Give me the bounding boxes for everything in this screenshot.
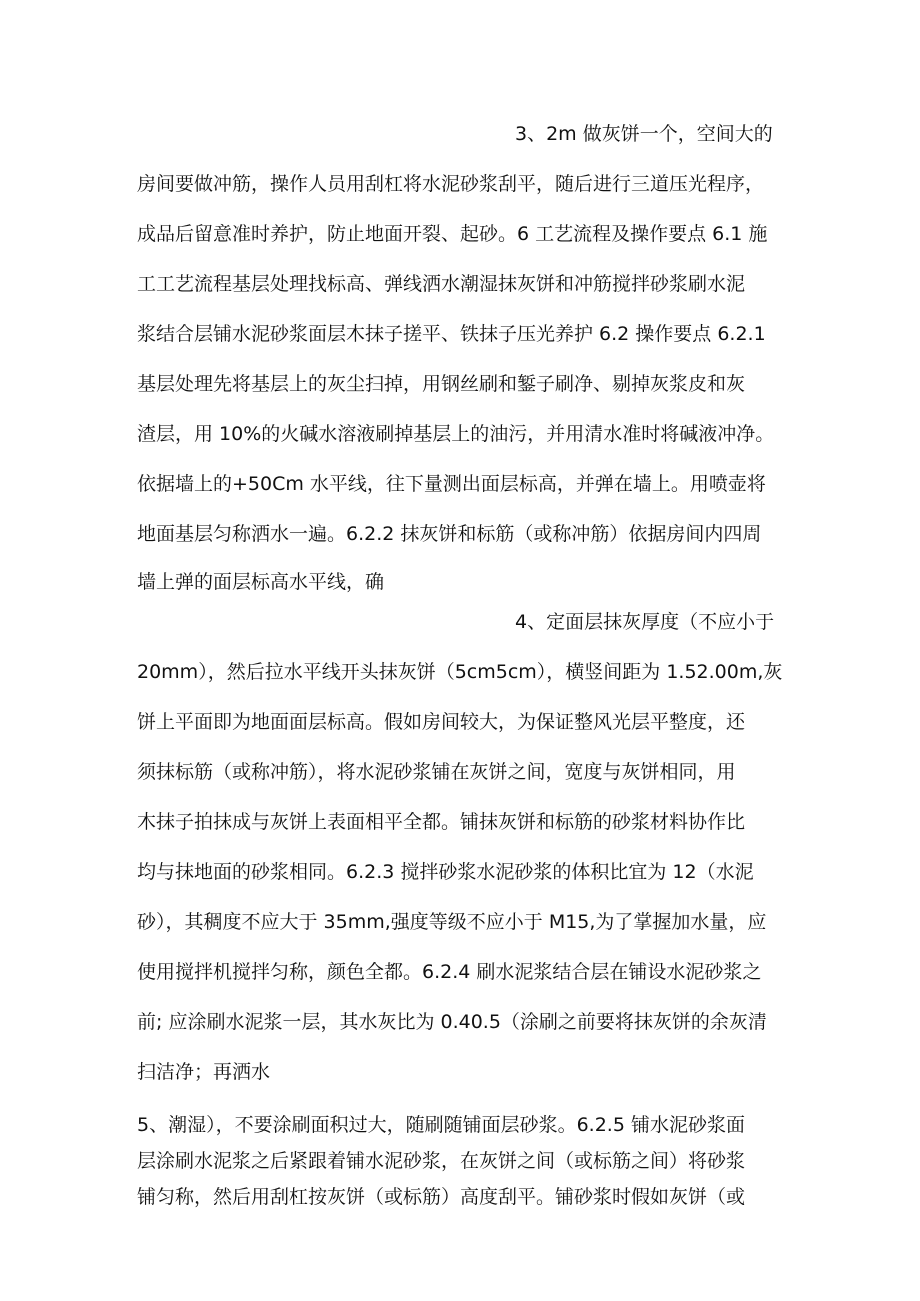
text-line: 须抹标筋（或称冲筋），将水泥砂浆铺在灰饼之间，宽度与灰饼相同，用 [137,761,736,783]
text-line: 依据墙上的+50Cm 水平线，往下量测出面层标高，并弹在墙上。用喷壶将 [137,473,766,495]
text-line: 均与抹地面的砂浆相同。6.2.3 搅拌砂浆水泥砂浆的体积比宜为 12（水泥 [137,861,754,883]
text-line: 基层处理先将基层上的灰尘扫掉，用钢丝刷和錾子刷净、剔掉灰浆皮和灰 [137,373,746,395]
text-line: 4、定面层抹灰厚度（不应小于 [515,611,775,633]
text-line: 饼上平面即为地面面层标高。假如房间较大，为保证整风光层平整度，还 [137,711,746,733]
text-line: 铺匀称，然后用刮杠按灰饼（或标筋）高度刮平。铺砂浆时假如灰饼（或 [137,1186,746,1208]
text-line: 渣层，用 10%的火碱水溶液刷掉基层上的油污，并用清水准时将碱液冲净。 [137,423,775,445]
text-line: 成品后留意准时养护，防止地面开裂、起砂。6 工艺流程及操作要点 6.1 施 [137,223,768,245]
text-line: 砂），其稠度不应大于 35mm,强度等级不应小于 M15,为了掌握加水量，应 [137,911,767,933]
text-line: 3、2m 做灰饼一个，空间大的 [515,123,773,145]
text-line: 5、潮湿），不要涂刷面积过大，随刷随铺面层砂浆。6.2.5 铺水泥砂浆面 [137,1114,745,1136]
text-line: 使用搅拌机搅拌匀称，颜色全都。6.2.4 刷水泥浆结合层在铺设水泥砂浆之 [137,961,762,983]
text-line: 工工艺流程基层处理找标高、弹线洒水潮湿抹灰饼和冲筋搅拌砂浆刷水泥 [137,273,746,295]
text-line: 扫洁净；再洒水 [137,1061,271,1083]
text-line: 浆结合层铺水泥砂浆面层木抹子搓平、铁抹子压光养护 6.2 操作要点 6.2.1 [137,323,766,345]
text-line: 层涂刷水泥浆之后紧跟着铺水泥砂浆，在灰饼之间（或标筋之间）将砂浆 [137,1150,746,1172]
text-line: 前; 应涂刷水泥浆一层，其水灰比为 0.40.5（涂刷之前要将抹灰饼的余灰清 [137,1011,767,1033]
text-line: 20mm），然后拉水平线开头抹灰饼（5cm5cm），横竖间距为 1.52.00m,灰 [137,661,783,683]
text-line: 地面基层匀称洒水一遍。6.2.2 抹灰饼和标筋（或称冲筋）依据房间内四周 [137,523,762,545]
text-line: 墙上弹的面层标高水平线，确 [137,571,385,593]
text-line: 房间要做冲筋，操作人员用刮杠将水泥砂浆刮平，随后进行三道压光程序， [137,173,765,195]
text-line: 木抹子拍抹成与灰饼上表面相平全都。铺抹灰饼和标筋的砂浆材料协作比 [137,811,746,833]
